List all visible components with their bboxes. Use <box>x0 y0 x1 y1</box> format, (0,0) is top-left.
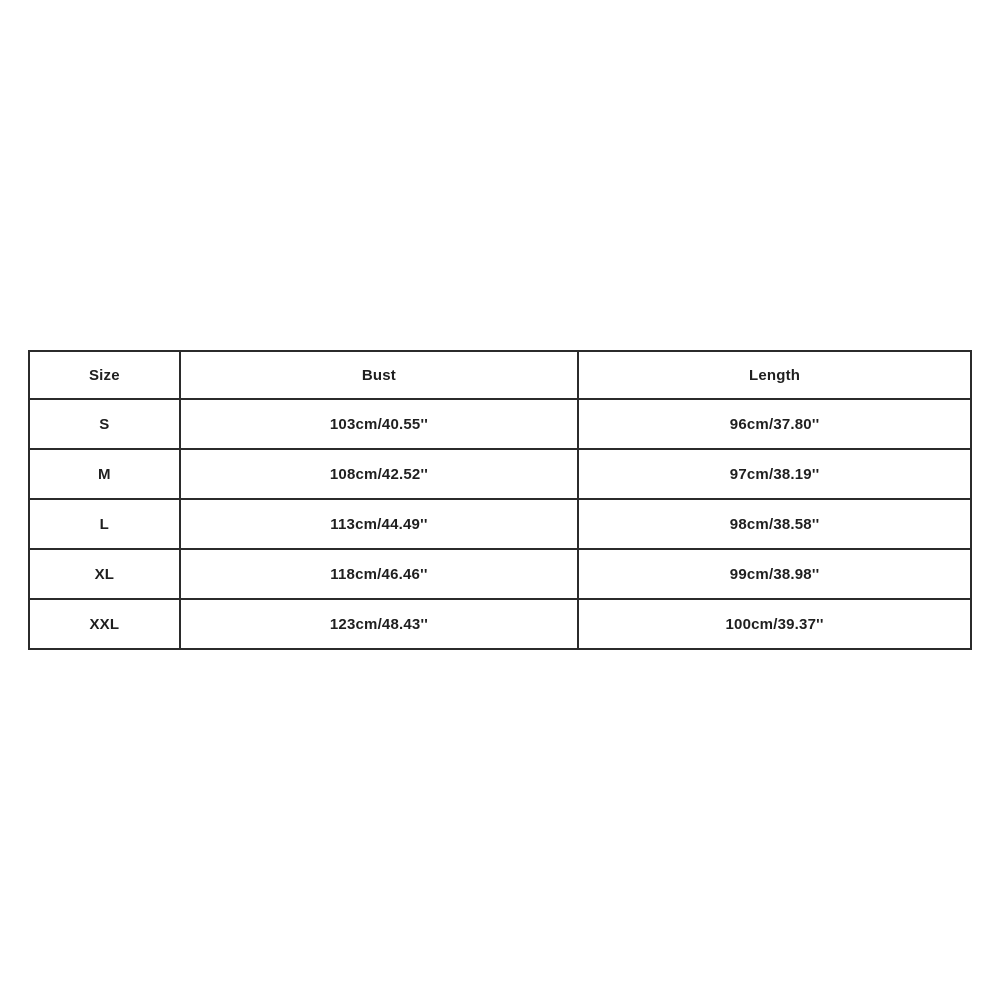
size-chart-header <box>29 351 971 399</box>
table-row-s <box>29 399 971 449</box>
cell-length: 96cm/37.80'' <box>578 399 971 449</box>
table-row-l <box>29 499 971 549</box>
cell-bust: 103cm/40.55'' <box>180 399 578 449</box>
cell-length: 99cm/38.98'' <box>578 549 971 599</box>
table-row-xl <box>29 549 971 599</box>
size-chart-body <box>29 399 971 649</box>
cell-size: S <box>29 399 180 449</box>
column-header-bust: Bust <box>180 351 578 399</box>
cell-size: M <box>29 449 180 499</box>
cell-bust: 108cm/42.52'' <box>180 449 578 499</box>
cell-bust: 113cm/44.49'' <box>180 499 578 549</box>
cell-length: 98cm/38.58'' <box>578 499 971 549</box>
size-chart-table <box>28 350 972 650</box>
cell-length: 97cm/38.19'' <box>578 449 971 499</box>
cell-bust: 118cm/46.46'' <box>180 549 578 599</box>
cell-length: 100cm/39.37'' <box>578 599 971 649</box>
cell-size: XL <box>29 549 180 599</box>
cell-bust: 123cm/48.43'' <box>180 599 578 649</box>
cell-size: XXL <box>29 599 180 649</box>
table-row-m <box>29 449 971 499</box>
header-row <box>29 351 971 399</box>
column-header-size: Size <box>29 351 180 399</box>
table-row-xxl <box>29 599 971 649</box>
column-header-length: Length <box>578 351 971 399</box>
cell-size: L <box>29 499 180 549</box>
